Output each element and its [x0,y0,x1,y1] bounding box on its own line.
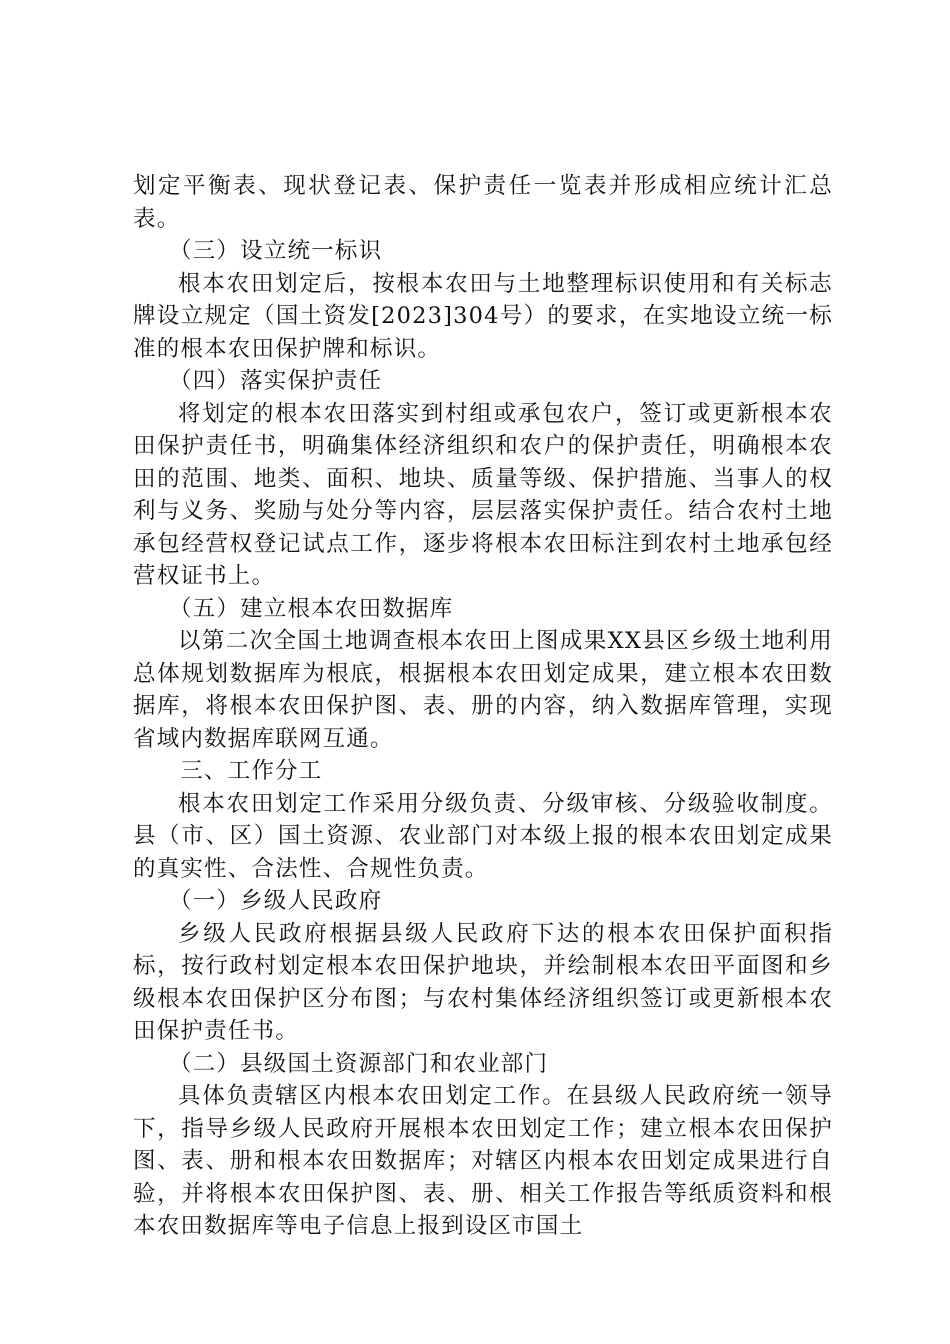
section-heading-county: （二）县级国土资源部门和农业部门 [169,1050,549,1077]
paragraph-database: 以第二次全国土地调查根本农田上图成果XX县区乡级土地利用总体规划数据库为根底，根据根本农田划定成果，建立根本农田数据库，将根本农田保护图、表、册的内容，纳入数据库管理，实现省域内数据库联网互通。 [133,628,833,752]
paragraph-township: 乡级人民政府根据县级人民政府下达的根本农田保护面积指标，按行政村划定根本农田保护地块，并绘制根本农田平面图和乡级根本农田保护区分布图；与农村集体经济组织签订或更新根本农田保护责任书。 [133,920,833,1044]
paragraph-county: 具体负责辖区内根本农田划定工作。在县级人民政府统一领导下，指导乡级人民政府开展根本农田划定工作；建立根本农田保护图、表、册和根本农田数据库；对辖区内根本农田划定成果进行自验，并将根本农田保护图、表、册、相关工作报告等纸质资料和根本农田数据库等电子信息上报到设区市国土 [133,1083,833,1239]
document-body [133,170,833,1243]
section-heading-work-division: 三、工作分工 [180,758,323,784]
section-heading-township: （一）乡级人民政府 [169,888,383,914]
paragraph-protection-responsibility: 将划定的根本农田落实到村组或承包农户，签订或更新根本农田保护责任书，明确集体经济组织和农户的保护责任，明确根本农田的范围、地类、面积、地块、质量等级、保护措施、当事人的权利与义务、奖励与处分等内容，层层落实保护责任。结合农村土地承包经营权登记试点工作，逐步将根本农田标注到农村土地承包经营权证书上。 [133,400,833,589]
section-heading-4: （四）落实保护责任 [169,368,383,394]
section-heading-5: （五）建立根本农田数据库 [169,595,454,622]
paragraph-unified-marking: 根本农田划定后，按根本农田与土地整理标识使用和有关标志牌设立规定（国土资发[2023]304号）的要求，在实地设立统一标准的根本农田保护牌和标识。 [133,270,833,362]
paragraph-work-division: 根本农田划定工作采用分级负责、分级审核、分级验收制度。县（市、区）国土资源、农业部门对本级上报的根本农田划定成果的真实性、合法性、合规性负责。 [133,790,833,882]
paragraph-continuation: 划定平衡表、现状登记表、保护责任一览表并形成相应统计汇总表。 [133,173,833,232]
section-heading-3: （三）设立统一标识 [169,238,383,264]
